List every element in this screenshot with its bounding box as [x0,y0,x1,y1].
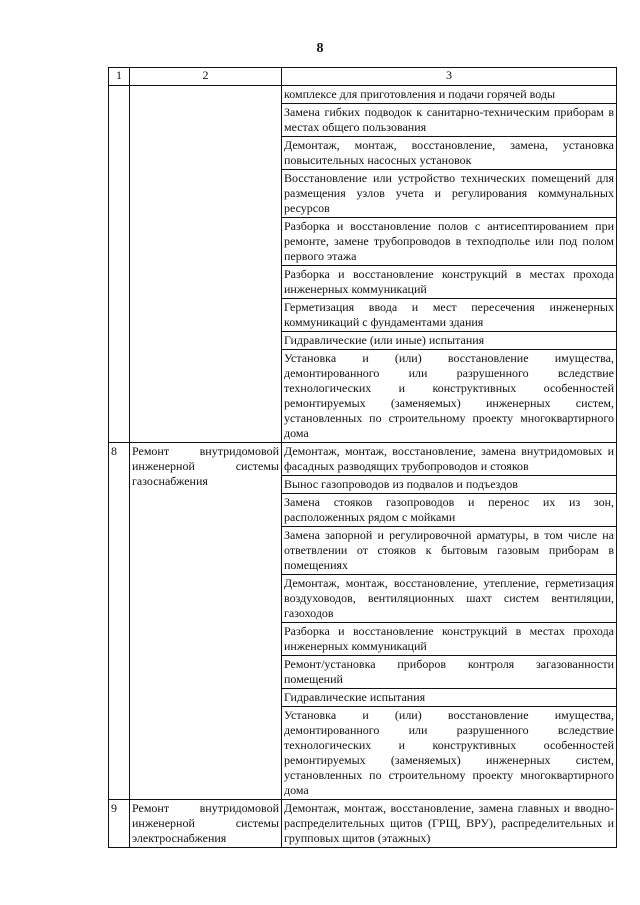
system-name: Ремонт внутридомовой инженерной системы электроснабжения [130,800,282,848]
work-item: Вынос газопроводов из подвалов и подъездов [282,476,617,494]
table-row [109,443,617,476]
item-number: 9 [109,800,130,848]
work-item: Разборка и восстановление конструкций в местах прохода инженерных коммуникаций [282,266,617,299]
item-number: 8 [109,443,130,800]
work-item: Демонтаж, монтаж, восстановление, замена, установка повысительных насосных установок [282,137,617,170]
work-item: Герметизация ввода и мест пересечения инженерных коммуникаций с фундаментами здания [282,299,617,332]
work-item: Восстановление или устройство технических помещений для размещения узлов учета и регулирования коммунальных ресурсов [282,170,617,218]
table-row [109,800,617,848]
table-row [109,86,617,104]
work-item: Замена гибких подводок к санитарно-техническим приборам в местах общего пользования [282,104,617,137]
header-col-1: 1 [109,68,130,86]
work-item: Замена стояков газопроводов и перенос их из зон, расположенных рядом с мойками [282,494,617,527]
work-item: Демонтаж, монтаж, восстановление, замена главных и вводно-распределительных щитов (ГРЩ, ВРУ), распределительных и групповых щитов (этажных) [282,800,617,848]
work-item: комплексе для приготовления и подачи горячей воды [282,86,617,104]
work-item: Демонтаж, монтаж, восстановление, замена внутридомовых и фасадных разводящих трубопроводов и стояков [282,443,617,476]
work-item: Разборка и восстановление конструкций в местах прохода инженерных коммуникаций [282,623,617,656]
work-item: Гидравлические испытания [282,689,617,707]
header-col-2: 2 [130,68,282,86]
system-name [130,86,282,443]
item-number [109,86,130,443]
page-number: 8 [316,41,324,56]
work-item: Замена запорной и регулировочной арматуры, в том числе на ответвлении от стояков к бытовым газовым приборам в помещениях [282,527,617,575]
work-item: Гидравлические (или иные) испытания [282,332,617,350]
work-item: Установка и (или) восстановление имущества, демонтированного или разрушенного вследствие технологических и конструктивных особенностей ремонтируемых (заменяемых) инженерных систем, установленных по строительному проекту многоквартирного дома [282,707,617,800]
table-body [109,86,617,848]
work-item: Установка и (или) восстановление имущества, демонтированного или разрушенного вследствие технологических и конструктивных особенностей ремонтируемых (заменяемых) инженерных систем, установленных по строительному проекту многоквартирного дома [282,350,617,443]
system-name: Ремонт внутридомовой инженерной системы газоснабжения [130,443,282,800]
table-header-row [109,68,617,86]
work-item: Ремонт/установка приборов контроля загазованности помещений [282,656,617,689]
work-item: Разборка и восстановление полов с антисептированием при ремонте, замене трубопроводов в техподполье или под полом первого этажа [282,218,617,266]
works-table [108,67,617,848]
header-col-3: 3 [282,68,617,86]
work-item: Демонтаж, монтаж, восстановление, утепление, герметизация воздуховодов, вентиляционных шахт систем вентиляции, газоходов [282,575,617,623]
